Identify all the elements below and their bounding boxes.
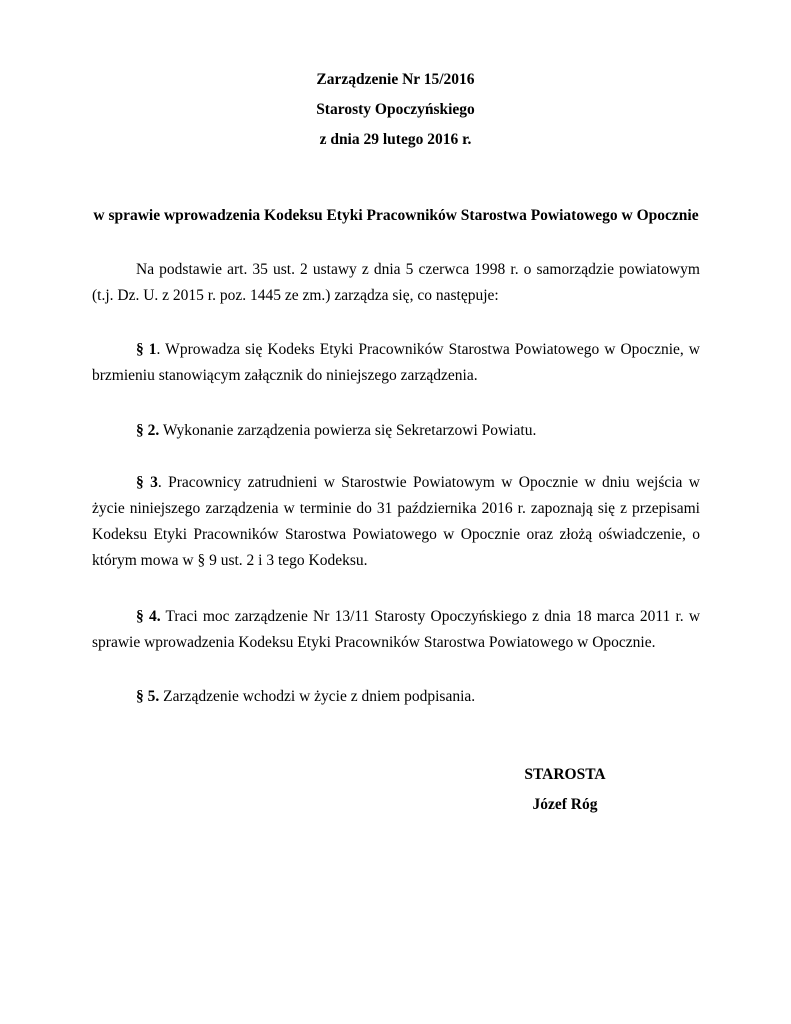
document-title: Zarządzenie Nr 15/2016 xyxy=(316,71,475,88)
section-5-text: Zarządzenie wchodzi w życie z dniem podpisania. xyxy=(159,688,476,705)
signature-name: Józef Róg xyxy=(532,796,598,813)
legal-basis-paragraph xyxy=(92,257,700,309)
section-3 xyxy=(92,470,700,574)
section-2 xyxy=(92,418,700,444)
section-3-label: § 3 xyxy=(136,474,158,491)
section-1-text: . Wprowadza się Kodeks Etyki Pracowników Starostwa Powiatowego w Opocznie, w brzmieniu stanowiącym załącznik do niniejszego zarządzenia. xyxy=(92,341,700,384)
legal-basis-text: Na podstawie art. 35 ust. 2 ustawy z dnia 5 czerwca 1998 r. o samorządzie powiatowym (t.j. Dz. U. z 2015 r. poz. 1445 ze zm.) zarządza się, co następuje: xyxy=(92,261,700,304)
section-5-label: § 5. xyxy=(136,688,160,705)
section-2-text: Wykonanie zarządzenia powierza się Sekretarzowi Powiatu. xyxy=(159,422,537,439)
section-5 xyxy=(92,684,700,710)
section-4 xyxy=(92,604,700,656)
document-subject: w sprawie wprowadzenia Kodeksu Etyki Pracowników Starostwa Powiatowego w Opocznie xyxy=(93,207,699,224)
section-1 xyxy=(92,337,700,389)
section-4-label: § 4. xyxy=(136,608,161,625)
document-issuer: Starosty Opoczyńskiego xyxy=(316,101,475,118)
section-3-text: . Pracownicy zatrudnieni w Starostwie Powiatowym w Opocznie w dniu wejścia w życie niniejszego zarządzenia w terminie do 31 października 2016 r. zapoznają się z przepisami Kodeksu Etyki Pracowników Starostwa Powiatowego w Opocznie oraz złożą oświadczenie, o którym mowa w § 9 ust. 2 i 3 tego Kodeksu. xyxy=(92,474,700,569)
section-4-text: Traci moc zarządzenie Nr 13/11 Starosty Opoczyńskiego z dnia 18 marca 2011 r. w sprawie wprowadzenia Kodeksu Etyki Pracowników Starostwa Powiatowego w Opocznie. xyxy=(92,608,701,651)
section-2-label: § 2. xyxy=(136,422,160,439)
signature-title: STAROSTA xyxy=(524,766,606,783)
document-date: z dnia 29 lutego 2016 r. xyxy=(319,131,472,148)
section-1-label: § 1 xyxy=(136,341,157,358)
